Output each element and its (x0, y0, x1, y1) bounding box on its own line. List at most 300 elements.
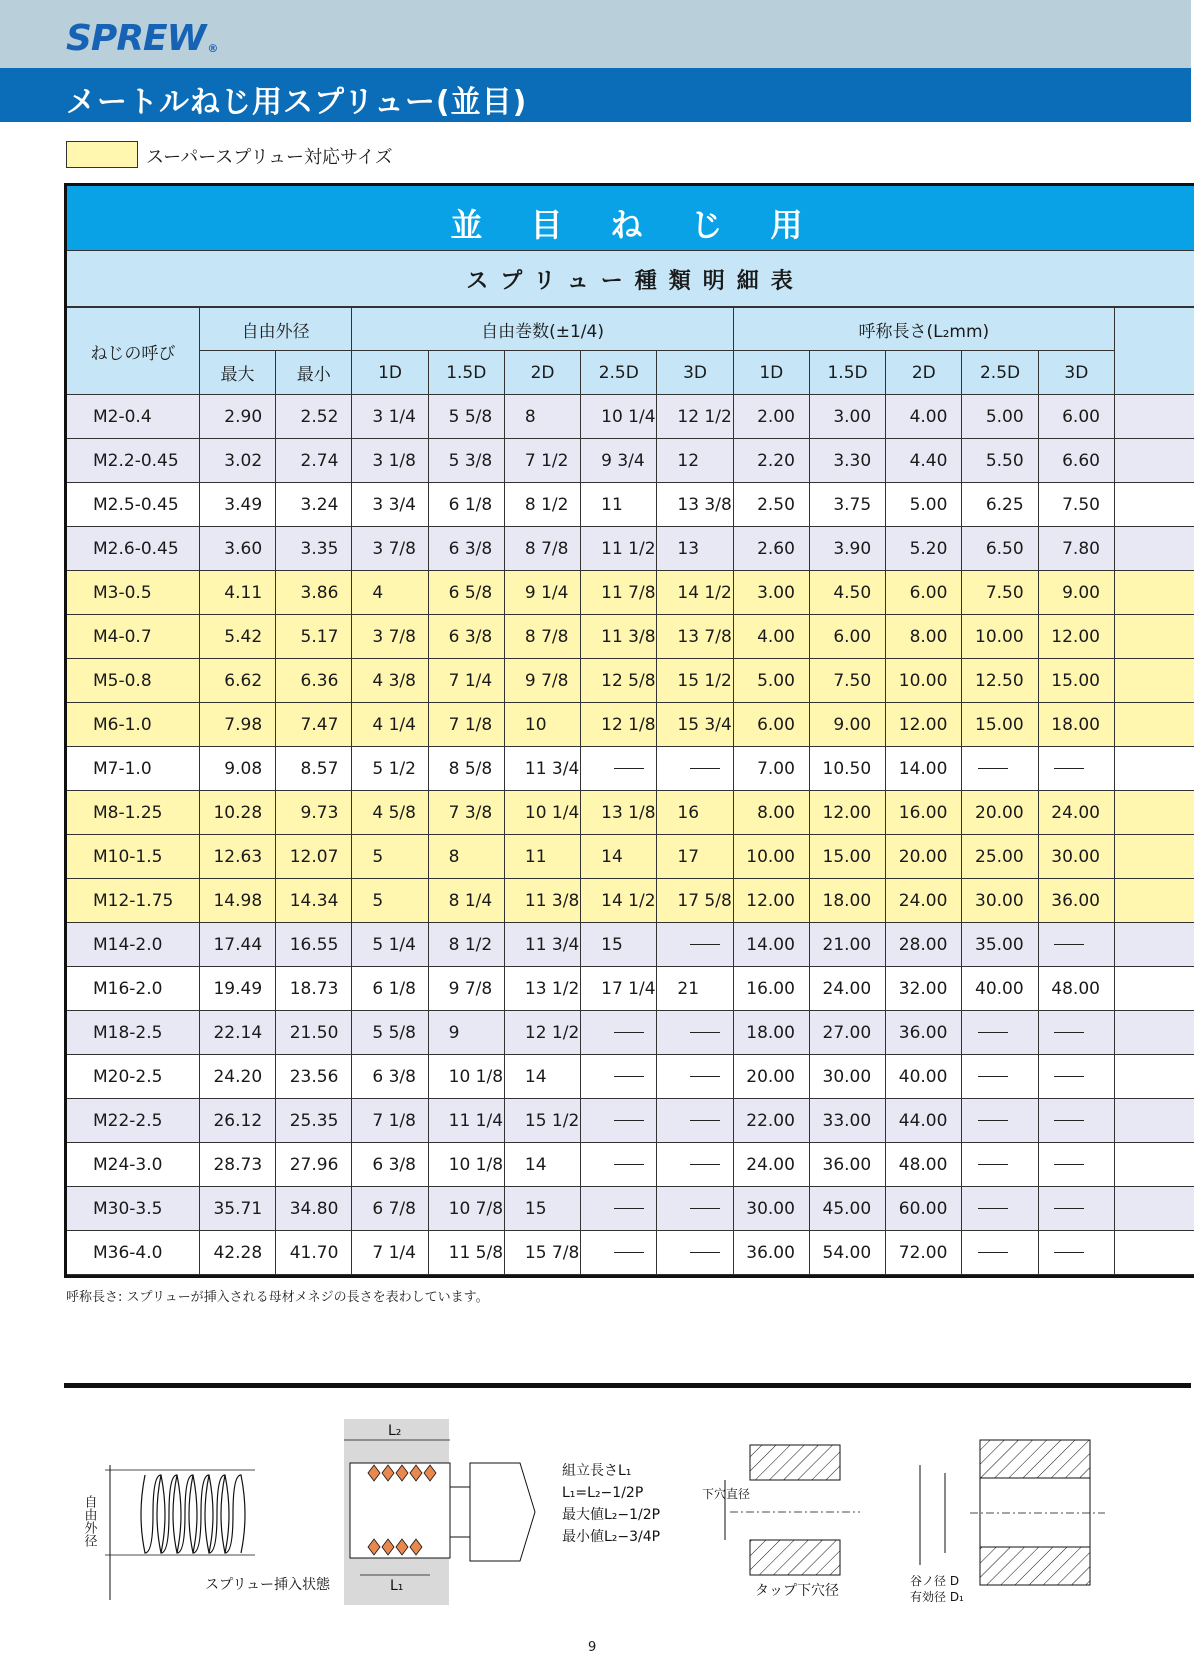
table-cell: 12 (657, 439, 733, 483)
dash-mark (614, 1164, 644, 1165)
table-cell: 10.50 (809, 747, 885, 791)
table-cell: 14 1/2 (581, 879, 657, 923)
table-cell: 15.00 (962, 703, 1038, 747)
table-cell: 14.98 (199, 879, 275, 923)
table-cell: 27.00 (809, 1011, 885, 1055)
table-cell: 25.35 (276, 1099, 352, 1143)
table-cell (1114, 1099, 1194, 1143)
dash-mark (690, 1164, 720, 1165)
table-cell: 6 3/8 (428, 615, 504, 659)
table-cell (1038, 923, 1114, 967)
table-cell (581, 1099, 657, 1143)
table-row (67, 571, 1194, 615)
table-cell: 3.35 (276, 527, 352, 571)
table-cell: 8 1/4 (428, 879, 504, 923)
dash-mark (614, 768, 644, 769)
header-size: 3D (1038, 351, 1114, 395)
dash-mark (690, 1252, 720, 1253)
table-cell: 16 (657, 791, 733, 835)
table-row (67, 923, 1194, 967)
section-divider (64, 1383, 1191, 1388)
table-cell (1114, 879, 1194, 923)
spec-table (64, 183, 1194, 1278)
table-cell: M2.6-0.45 (67, 527, 199, 571)
table-cell: 5.50 (962, 439, 1038, 483)
table-cell: M20-2.5 (67, 1055, 199, 1099)
table-cell: M14-2.0 (67, 923, 199, 967)
table-cell: 13 7/8 (657, 615, 733, 659)
table-cell: 3.90 (809, 527, 885, 571)
table-row (67, 527, 1194, 571)
table-cell (1114, 923, 1194, 967)
table-cell: M16-2.0 (67, 967, 199, 1011)
free-dia-label: 自由外径 (81, 1495, 97, 1547)
table-cell (581, 1055, 657, 1099)
table-cell: 11 3/8 (504, 879, 580, 923)
table-cell (1114, 527, 1194, 571)
table-cell: M2-0.4 (67, 395, 199, 439)
table-row (67, 483, 1194, 527)
table-cell (657, 1055, 733, 1099)
table-cell: 6 3/8 (428, 527, 504, 571)
table-cell: 9.08 (199, 747, 275, 791)
table-cell (1114, 659, 1194, 703)
dash-mark (690, 768, 720, 769)
table-cell: 45.00 (809, 1187, 885, 1231)
table-cell: M2.2-0.45 (67, 439, 199, 483)
table-cell: 3.00 (733, 571, 809, 615)
table-cell: 15 (581, 923, 657, 967)
header-size: 2D (504, 351, 580, 395)
table-cell: 5.00 (962, 395, 1038, 439)
table-cell: 10 1/8 (428, 1143, 504, 1187)
table-cell: 36.00 (733, 1231, 809, 1275)
table-cell: 3.75 (809, 483, 885, 527)
table-cell: 3.86 (276, 571, 352, 615)
dash-mark (978, 768, 1008, 769)
dash-mark (690, 1032, 720, 1033)
table-cell: 4 5/8 (352, 791, 428, 835)
table-cell: 48.00 (886, 1143, 962, 1187)
table-cell: 12 5/8 (581, 659, 657, 703)
table-row (67, 1099, 1194, 1143)
table-cell: 18.00 (809, 879, 885, 923)
header-size: 2D (886, 351, 962, 395)
table-cell: 22.14 (199, 1011, 275, 1055)
table-cell: M18-2.5 (67, 1011, 199, 1055)
table-cell: 7 1/8 (352, 1099, 428, 1143)
table-cell: 11 7/8 (581, 571, 657, 615)
dash-mark (614, 1032, 644, 1033)
table-cell: 15 (504, 1187, 580, 1231)
table-cell: 8 7/8 (504, 527, 580, 571)
table-cell: 8 5/8 (428, 747, 504, 791)
assembly-line: L₁=L₂−1/2P (562, 1485, 644, 1501)
table-cell: 72.00 (886, 1231, 962, 1275)
table-cell: 6.62 (199, 659, 275, 703)
table-cell: 19.49 (199, 967, 275, 1011)
table-cell: 7 1/2 (504, 439, 580, 483)
table-cell: 8.00 (733, 791, 809, 835)
table-cell: 7.98 (199, 703, 275, 747)
table-cell: 2.52 (276, 395, 352, 439)
dash-mark (978, 1252, 1008, 1253)
table-cell: 14 1/2 (657, 571, 733, 615)
header-length: 呼称長さ(L₂mm) (733, 308, 1114, 351)
table-cell (1038, 747, 1114, 791)
table-cell: 11 3/4 (504, 747, 580, 791)
table-cell: 5 3/8 (428, 439, 504, 483)
table-cell: 24.00 (809, 967, 885, 1011)
table-row (67, 703, 1194, 747)
table-cell: 30.00 (733, 1187, 809, 1231)
table-cell (1038, 1055, 1114, 1099)
dash-mark (1054, 1208, 1084, 1209)
table-cell (1114, 1231, 1194, 1275)
table-cell: 10.00 (733, 835, 809, 879)
table-cell (962, 1055, 1038, 1099)
table-cell: 4.50 (809, 571, 885, 615)
table-cell: 3.49 (199, 483, 275, 527)
header-name: ねじの呼び (67, 308, 199, 395)
table-cell: 8 1/2 (504, 483, 580, 527)
tap-hole-diagram (702, 1440, 870, 1600)
table-cell: 6 1/8 (352, 967, 428, 1011)
dash-mark (1054, 1164, 1084, 1165)
table-cell: 8.00 (886, 615, 962, 659)
table-cell (1038, 1099, 1114, 1143)
table-cell (962, 747, 1038, 791)
table-cell: 6.00 (733, 703, 809, 747)
table-cell: 60.00 (886, 1187, 962, 1231)
assembly-line: 最小値L₂−3/4P (562, 1529, 661, 1545)
table-cell (1114, 439, 1194, 483)
table-cell: 6 3/8 (352, 1143, 428, 1187)
table-row (67, 1055, 1194, 1099)
table-row (67, 395, 1194, 439)
table-cell: 15 1/2 (504, 1099, 580, 1143)
legend-swatch (66, 141, 138, 168)
insertion-diagram (340, 1415, 690, 1615)
table-cell: 13 3/8 (657, 483, 733, 527)
table-cell: 4.11 (199, 571, 275, 615)
table-cell: 7.80 (1038, 527, 1114, 571)
table-cell: 12 1/2 (657, 395, 733, 439)
dash-mark (978, 1076, 1008, 1077)
table-cell: 2.90 (199, 395, 275, 439)
table-cell (962, 1011, 1038, 1055)
assembly-line: 組立長さL₁ (562, 1463, 632, 1479)
dash-mark (978, 1164, 1008, 1165)
dash-mark (1054, 1252, 1084, 1253)
table-cell (1114, 835, 1194, 879)
table-cell: 30.00 (1038, 835, 1114, 879)
table-row (67, 1143, 1194, 1187)
table-cell (1114, 747, 1194, 791)
header-size: 1.5D (809, 351, 885, 395)
dash-mark (614, 1252, 644, 1253)
header-size: 3D (657, 351, 733, 395)
table-cell: 27.96 (276, 1143, 352, 1187)
header-max: 最大 (199, 351, 275, 395)
table-cell: 10 (504, 703, 580, 747)
brand-logo: SPREW ® (66, 18, 219, 59)
table-cell: 15 7/8 (504, 1231, 580, 1275)
dash-mark (1054, 944, 1084, 945)
table-cell: 13 1/2 (504, 967, 580, 1011)
table-cell: 10.00 (962, 615, 1038, 659)
dash-mark (614, 1076, 644, 1077)
table-cell: 5.42 (199, 615, 275, 659)
table-cell: 14 (581, 835, 657, 879)
table-cell: 3.24 (276, 483, 352, 527)
table-cell: 42.28 (199, 1231, 275, 1275)
l2-label: L₂ (388, 1423, 402, 1439)
table-cell: 11 3/4 (504, 923, 580, 967)
table-cell: 12.00 (1038, 615, 1114, 659)
dash-mark (1054, 768, 1084, 769)
header-min: 最小 (276, 351, 352, 395)
table-cell: 18.73 (276, 967, 352, 1011)
table-cell: 15.00 (1038, 659, 1114, 703)
free-spring-diagram (81, 1425, 355, 1615)
table-cell (657, 1143, 733, 1187)
table-cell: 24.00 (886, 879, 962, 923)
table-cell: 3 1/8 (352, 439, 428, 483)
title-bar (0, 68, 1191, 122)
table-row (67, 1231, 1194, 1275)
table-cell (581, 747, 657, 791)
table-cell: 17.44 (199, 923, 275, 967)
table-cell (962, 1143, 1038, 1187)
table-cell: 40.00 (962, 967, 1038, 1011)
table-cell: 3 1/4 (352, 395, 428, 439)
table-cell: 40.00 (886, 1055, 962, 1099)
table-cell: 7 3/8 (428, 791, 504, 835)
table-cell: 13 1/8 (581, 791, 657, 835)
table-cell: 21.50 (276, 1011, 352, 1055)
table-cell: M30-3.5 (67, 1187, 199, 1231)
table-cell: 4 1/4 (352, 703, 428, 747)
table-cell (1038, 1187, 1114, 1231)
table-cell: M12-1.75 (67, 879, 199, 923)
table-cell: 3.60 (199, 527, 275, 571)
table-cell (657, 1011, 733, 1055)
dash-mark (978, 1032, 1008, 1033)
table-cell: 8 (504, 395, 580, 439)
tap-label: 下穴直径 (702, 1487, 751, 1501)
dash-mark (690, 1208, 720, 1209)
table-cell: 7.47 (276, 703, 352, 747)
assembly-line: 最大値L₂−1/2P (562, 1507, 661, 1523)
table-cell: 20.00 (962, 791, 1038, 835)
table-cell (1114, 1011, 1194, 1055)
effective-label: 有効径 D₁ (910, 1590, 964, 1604)
table-cell (657, 923, 733, 967)
table-cell (1114, 1055, 1194, 1099)
table-cell: 11 (504, 835, 580, 879)
table-cell (1114, 791, 1194, 835)
valley-label: 谷ノ径 D (910, 1574, 960, 1588)
table-cell (1114, 967, 1194, 1011)
table-cell: 15 1/2 (657, 659, 733, 703)
table-cell (1114, 1187, 1194, 1231)
table-cell: 11 1/4 (428, 1099, 504, 1143)
table-cell: 10 1/4 (504, 791, 580, 835)
table-cell: 36.00 (1038, 879, 1114, 923)
table-cell: 3 3/4 (352, 483, 428, 527)
table-cell: 11 5/8 (428, 1231, 504, 1275)
table-cell: 15.00 (809, 835, 885, 879)
table-cell: 3.02 (199, 439, 275, 483)
table-cell (581, 1011, 657, 1055)
table-cell: 16.55 (276, 923, 352, 967)
table-cell (657, 1187, 733, 1231)
table-cell: 9 1/4 (504, 571, 580, 615)
table-cell: 5 (352, 835, 428, 879)
table-cell (1114, 483, 1194, 527)
table-cell: M8-1.25 (67, 791, 199, 835)
table-cell: 3.00 (809, 395, 885, 439)
table-cell: M22-2.5 (67, 1099, 199, 1143)
header-free-dia: 自由外径 (199, 308, 352, 351)
table-cell: 20.00 (733, 1055, 809, 1099)
table-cell: M10-1.5 (67, 835, 199, 879)
table-cell: 6.60 (1038, 439, 1114, 483)
table-cell: 10.28 (199, 791, 275, 835)
table-cell: 7 1/4 (428, 659, 504, 703)
table-cell: 7.50 (809, 659, 885, 703)
table-cell (1038, 1011, 1114, 1055)
header-size: 1D (352, 351, 428, 395)
table-cell: 48.00 (1038, 967, 1114, 1011)
table-cell: 11 3/8 (581, 615, 657, 659)
table-cell: 6.25 (962, 483, 1038, 527)
table-cell: 30.00 (962, 879, 1038, 923)
table-cell: 25.00 (962, 835, 1038, 879)
table-cell: 4 (352, 571, 428, 615)
table-cell: M6-1.0 (67, 703, 199, 747)
thread-diameter-diagram (910, 1435, 1110, 1605)
table-cell: 14.34 (276, 879, 352, 923)
table-cell: 41.70 (276, 1231, 352, 1275)
l1-label: L₁ (390, 1578, 404, 1594)
table-cell: 9.00 (809, 703, 885, 747)
table-cell: 21.00 (809, 923, 885, 967)
table-cell: M2.5-0.45 (67, 483, 199, 527)
table-subtitle: スプリュー種類明細表 (67, 251, 1194, 307)
dash-mark (614, 1208, 644, 1209)
table-row (67, 967, 1194, 1011)
table-banner: 並目ねじ用 (67, 186, 1194, 251)
table-cell: 12.50 (962, 659, 1038, 703)
table-cell: 17 1/4 (581, 967, 657, 1011)
table-cell: 15 3/4 (657, 703, 733, 747)
table-cell: 10.00 (886, 659, 962, 703)
table-cell: 12.00 (886, 703, 962, 747)
table-cell: 36.00 (809, 1143, 885, 1187)
table-cell: 6 1/8 (428, 483, 504, 527)
table-cell: 28.00 (886, 923, 962, 967)
table-cell: 5 5/8 (352, 1011, 428, 1055)
table-cell: 5 (352, 879, 428, 923)
table-cell: 12.07 (276, 835, 352, 879)
table-cell: 12 1/8 (581, 703, 657, 747)
table-cell: 36.00 (886, 1011, 962, 1055)
table-cell: 6 5/8 (428, 571, 504, 615)
table-cell: 6.00 (886, 571, 962, 615)
table-cell: 12.63 (199, 835, 275, 879)
legend-label: スーパースプリュー対応サイズ (146, 147, 393, 168)
table-cell (581, 1231, 657, 1275)
table-cell: 44.00 (886, 1099, 962, 1143)
table-cell: 4.40 (886, 439, 962, 483)
table-row (67, 1011, 1194, 1055)
table-cell: 11 (581, 483, 657, 527)
dash-mark (978, 1120, 1008, 1121)
table-cell: 35.71 (199, 1187, 275, 1231)
table-cell: 5 1/4 (352, 923, 428, 967)
table-cell: 54.00 (809, 1231, 885, 1275)
header-size: 1.5D (428, 351, 504, 395)
header-size: 2.5D (581, 351, 657, 395)
table-cell (1114, 395, 1194, 439)
table-body (67, 395, 1194, 1275)
table-cell: 4.00 (886, 395, 962, 439)
table-cell (962, 1187, 1038, 1231)
spec-grid (67, 307, 1194, 1275)
page-number: 9 (588, 1640, 597, 1655)
table-cell: 9 7/8 (428, 967, 504, 1011)
table-cell: 21 (657, 967, 733, 1011)
table-cell: 30.00 (809, 1055, 885, 1099)
table-cell (1114, 1143, 1194, 1187)
table-cell: 12 1/2 (504, 1011, 580, 1055)
page-title: メートルねじ用スプリュー(並目) (66, 85, 528, 120)
table-cell: 9.00 (1038, 571, 1114, 615)
table-cell: M7-1.0 (67, 747, 199, 791)
table-cell (1114, 615, 1194, 659)
table-cell: 2.60 (733, 527, 809, 571)
dash-mark (1054, 1076, 1084, 1077)
footnote: 呼称長さ: スプリューが挿入される母材メネジの長さを表わしています。 (66, 1290, 489, 1305)
table-cell: M3-0.5 (67, 571, 199, 615)
table-cell (962, 1231, 1038, 1275)
table-cell: M4-0.7 (67, 615, 199, 659)
header-size: 2.5D (962, 351, 1038, 395)
dash-mark (690, 1120, 720, 1121)
table-cell: 24.00 (1038, 791, 1114, 835)
table-cell: 10 7/8 (428, 1187, 504, 1231)
table-cell: 16.00 (733, 967, 809, 1011)
table-row (67, 439, 1194, 483)
table-cell: 3 7/8 (352, 615, 428, 659)
table-cell: 3 7/8 (352, 527, 428, 571)
header-extra (1114, 308, 1194, 395)
table-cell: 8.57 (276, 747, 352, 791)
dash-mark (690, 1076, 720, 1077)
table-row (67, 879, 1194, 923)
table-cell (581, 1143, 657, 1187)
insert-caption: スプリュー挿入状態 (205, 1577, 331, 1593)
table-cell: 5.20 (886, 527, 962, 571)
table-cell: 4 3/8 (352, 659, 428, 703)
table-cell: 14 (504, 1143, 580, 1187)
table-cell: 33.00 (809, 1099, 885, 1143)
dash-mark (978, 1208, 1008, 1209)
table-cell: 14.00 (886, 747, 962, 791)
table-cell: M5-0.8 (67, 659, 199, 703)
